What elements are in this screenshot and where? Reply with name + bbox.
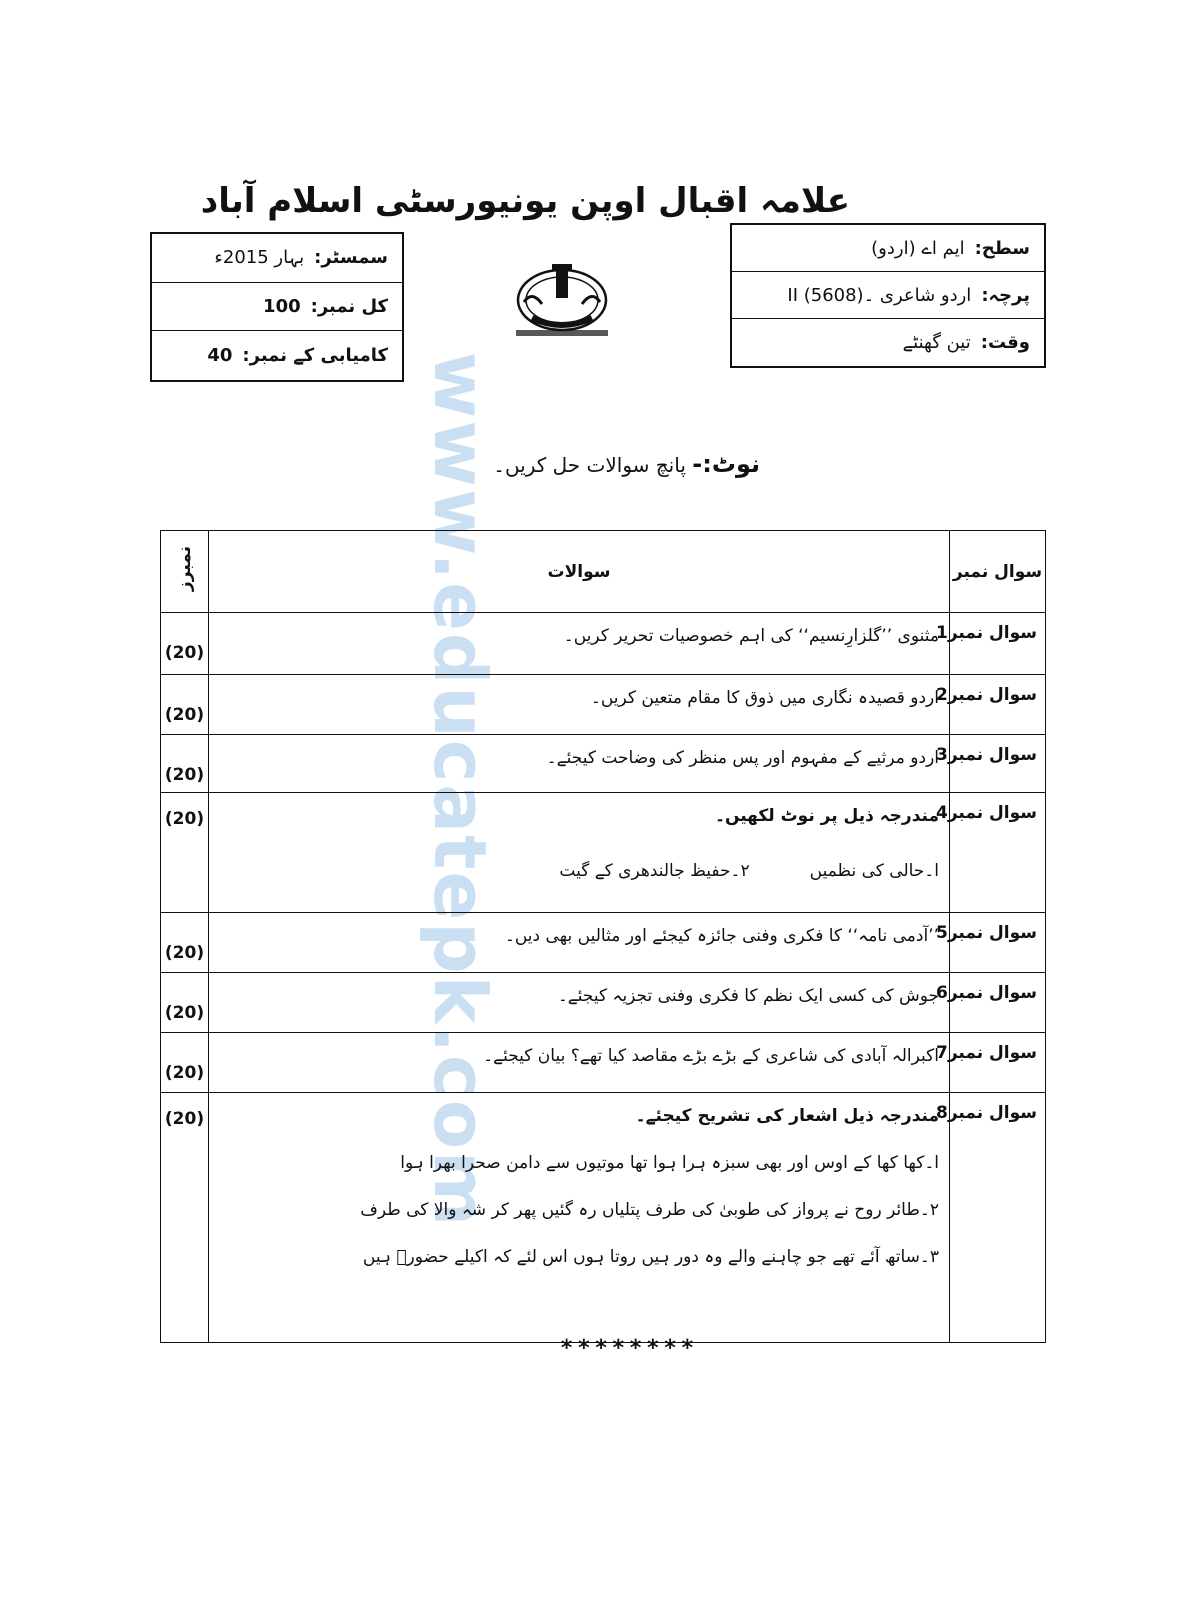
question-marks: (20) (161, 613, 209, 675)
question-number: سوال نمبر5 (950, 913, 1046, 973)
table-row (161, 973, 1046, 1033)
university-logo (502, 260, 622, 350)
pass-marks-value: 40 (207, 344, 233, 366)
level-label: سطح: (974, 237, 1030, 259)
question-number: سوال نمبر1 (950, 613, 1046, 675)
question-marks: (20) (161, 675, 209, 735)
pass-marks-label: کامیابی کے نمبر: (242, 344, 388, 366)
table-row (161, 913, 1046, 973)
verse-line: ا۔کھا کھا کے اوس اور بھی سبزہ ہرا ہوا تھا موتیوں سے دامن صحرا بھرا ہوا (400, 1153, 939, 1173)
semester-value: بہار 2015ء (214, 247, 305, 269)
paper-value: اردو شاعری ۔II (5608) (787, 284, 972, 306)
note-label: نوٹ:- (692, 450, 760, 478)
table-row (161, 1093, 1046, 1343)
question-marks: (20) (161, 793, 209, 913)
question-number: سوال نمبر2 (950, 675, 1046, 735)
semester-row (152, 234, 402, 283)
header-marks (161, 531, 209, 613)
table-row (161, 735, 1046, 793)
header-questions: سوالات (209, 531, 950, 613)
level-row (732, 225, 1044, 272)
table-row (161, 793, 1046, 913)
question-marks: (20) (161, 973, 209, 1033)
question-text: اردو مرثیے کے مفہوم اور پس منظر کی وضاحت کیجئے۔ (209, 735, 950, 793)
question-text: مندرجہ ذیل پر نوٹ لکھیں۔ (714, 806, 939, 826)
table-header-row (161, 531, 1046, 613)
question-text: جوش کی کسی ایک نظم کا فکری وفنی تجزیہ کیجئے۔ (209, 973, 950, 1033)
questions-table (160, 530, 1046, 1343)
end-marker: ******** (560, 1336, 698, 1361)
watermark: www.educatepk.com (418, 351, 502, 1229)
time-label: وقت: (980, 332, 1030, 353)
semester-label: سمسٹر: (314, 247, 388, 269)
verse-line: ۳۔ساتھ آئے تھے جو چاہنے والے وہ دور ہیں روتا ہوں اس لئے کہ اکیلے حضورؐ ہیں (362, 1247, 939, 1267)
question-text: اکبرالہ آبادی کی شاعری کے بڑے بڑے مقاصد کیا تھے؟ بیان کیجئے۔ (209, 1033, 950, 1093)
question-cell (209, 793, 950, 913)
question-number: سوال نمبر6 (950, 973, 1046, 1033)
question-marks: (20) (161, 1093, 209, 1343)
question-cell (209, 1093, 950, 1343)
sub-item: ا۔حالی کی نظمیں (809, 861, 939, 881)
time-row (732, 319, 1044, 366)
note-text: پانچ سوالات حل کریں۔ (493, 453, 686, 477)
question-number: سوال نمبر7 (950, 1033, 1046, 1093)
table-row (161, 613, 1046, 675)
question-text: مثنوی ’’گلزارِنسیم‘‘ کی اہم خصوصیات تحریر کریں۔ (209, 613, 950, 675)
total-marks-label: کل نمبر: (310, 295, 388, 317)
exam-info-box-left (150, 232, 404, 382)
question-marks: (20) (161, 735, 209, 793)
question-number: سوال نمبر3 (950, 735, 1046, 793)
header-marks-label: نمبرز (174, 546, 195, 592)
pass-marks-row (152, 331, 402, 380)
paper-label: پرچہ: (981, 284, 1030, 306)
table-row (161, 675, 1046, 735)
question-number: سوال نمبر4 (950, 793, 1046, 913)
instruction-note (420, 450, 760, 478)
question-marks: (20) (161, 913, 209, 973)
header-question-number: سوال نمبر (950, 531, 1046, 613)
question-marks: (20) (161, 1033, 209, 1093)
sub-item: ۲۔حفیظ جالندھری کے گیت (559, 861, 750, 881)
university-title: علامہ اقبال اوپن یونیورسٹی اسلام آباد (200, 181, 850, 221)
sub-items (219, 860, 939, 881)
question-text: ’’آدمی نامہ‘‘ کا فکری وفنی جائزہ کیجئے اور مثالیں بھی دیں۔ (209, 913, 950, 973)
time-value: تین گھنٹے (902, 332, 971, 353)
question-number: سوال نمبر8 (950, 1093, 1046, 1343)
verse-line: ۲۔طائر روح نے پرواز کی طوبیٰ کی طرف پتلیاں رہ گئیں پھر کر شہ والا کی طرف (360, 1200, 939, 1220)
paper-row (732, 272, 1044, 319)
exam-info-box-right (730, 223, 1046, 368)
level-value: ایم اے (اردو) (871, 237, 965, 259)
question-text: اردو قصیدہ نگاری میں ذوق کا مقام متعین کریں۔ (209, 675, 950, 735)
table-row (161, 1033, 1046, 1093)
total-marks-row (152, 283, 402, 332)
total-marks-value: 100 (263, 295, 301, 317)
question-text: مندرجہ ذیل اشعار کی تشریح کیجئے۔ (635, 1106, 939, 1126)
